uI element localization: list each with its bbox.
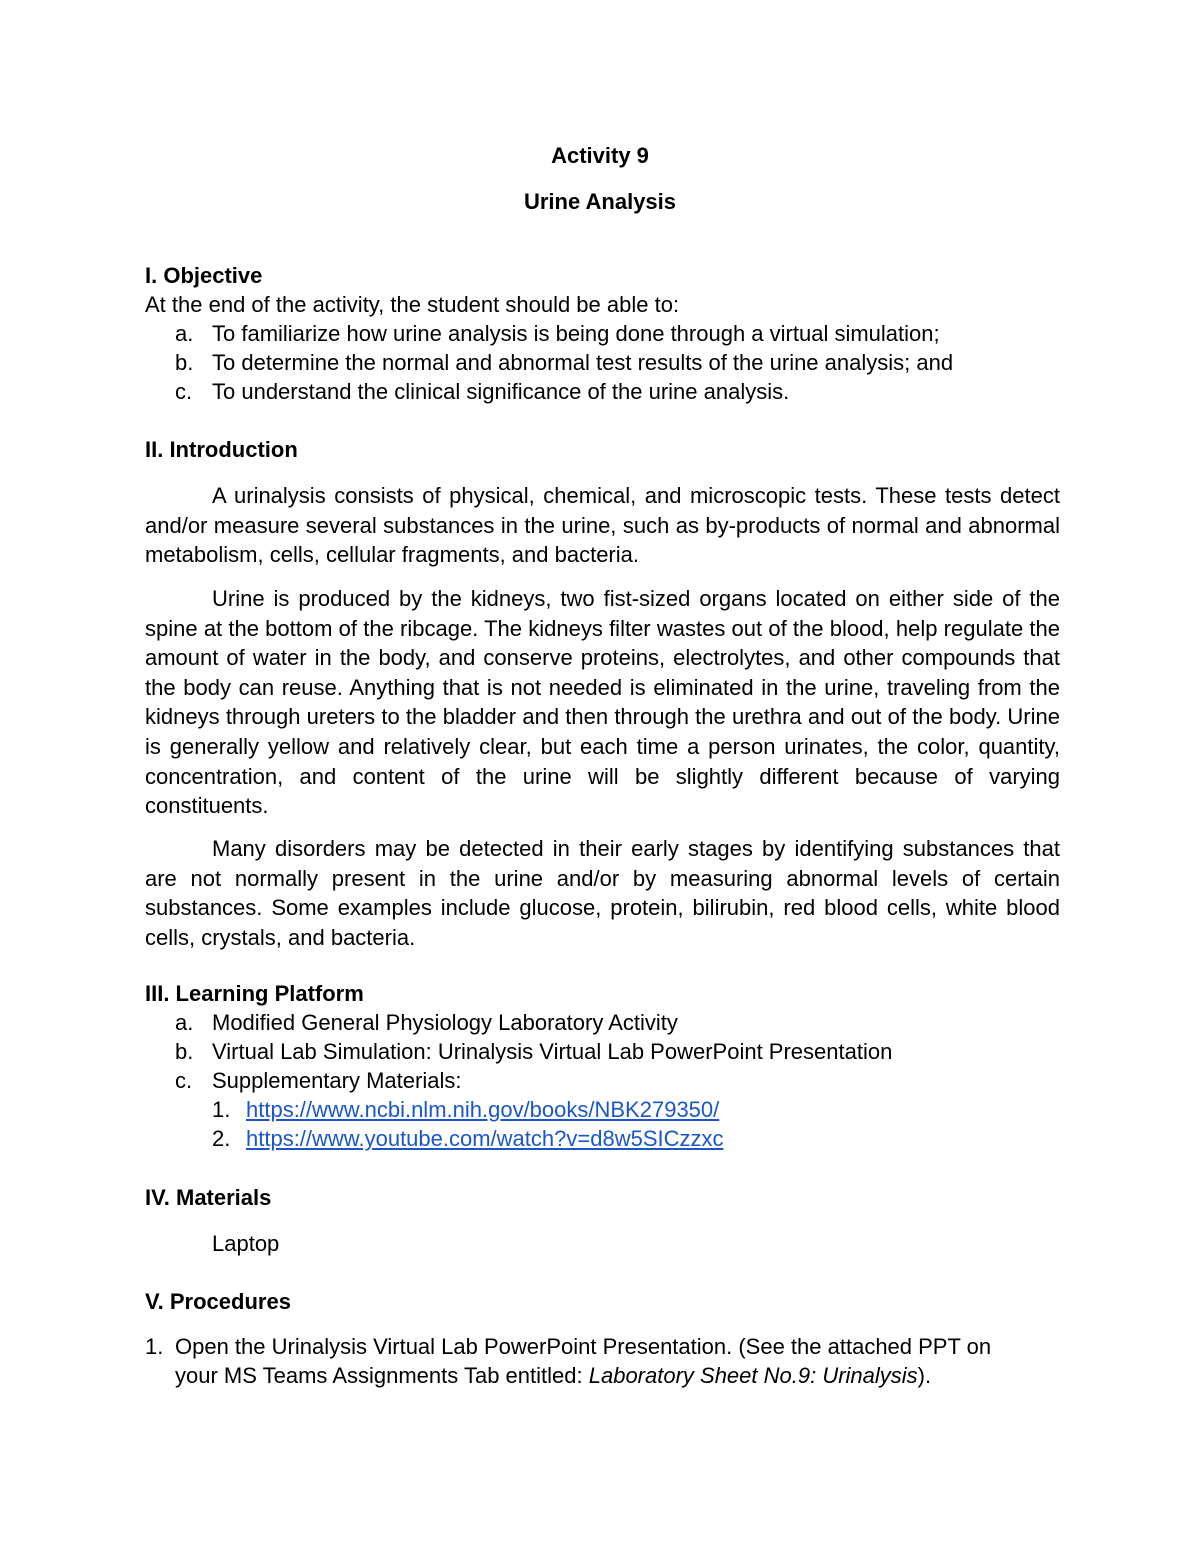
list-marker: b. (175, 1039, 194, 1064)
procedure-step-text: your MS Teams Assignments Tab entitled: (175, 1363, 589, 1388)
list-item-text: Supplementary Materials: (212, 1068, 462, 1093)
materials-item: Laptop (212, 1231, 280, 1256)
list-marker: 1. (212, 1097, 231, 1122)
procedure-step-line: Open the Urinalysis Virtual Lab PowerPoint Presentation. (See the attached PPT on (175, 1334, 992, 1359)
ncbi-link[interactable]: https://www.ncbi.nlm.nih.gov/books/NBK279350/ (246, 1097, 720, 1122)
list-marker: c. (175, 379, 193, 404)
document-title: Activity 9 (551, 143, 649, 168)
objective-heading: I. Objective (145, 263, 263, 288)
procedure-step-title: Laboratory Sheet No.9: Urinalysis (588, 1363, 918, 1388)
list-marker: 2. (212, 1126, 231, 1151)
procedure-step-text: ). (917, 1363, 932, 1388)
platform-heading: III. Learning Platform (145, 981, 364, 1006)
list-marker: b. (175, 350, 194, 375)
list-item-text: To understand the clinical significance of the urine analysis. (212, 379, 790, 404)
list-item-text: Modified General Physiology Laboratory Activity (212, 1010, 678, 1035)
list-item-text: To determine the normal and abnormal test results of the urine analysis; and (212, 350, 954, 375)
document-subtitle: Urine Analysis (523, 189, 677, 214)
introduction-paragraph: A urinalysis consists of physical, chemical, and microscopic tests. These tests detect and/or measure several substances in the urine, such as by-products of normal and abnormal metabolism, cells, cellular fragments, and bacteria. (145, 483, 1060, 568)
list-marker: a. (175, 1010, 194, 1035)
introduction-paragraph: Urine is produced by the kidneys, two fist-sized organs located on either side of the spine at the bottom of the ribcage. The kidneys filter wastes out of the blood, help regulate the amount of water in the body, and conserve proteins, electrolytes, and other compounds that the body can reuse. Anything that is not needed is eliminated in the urine, traveling from the kidneys through ureters to the bladder and then through the urethra and out of the body. Urine is generally yellow and relatively clear, but each time a person urinates, the color, quantity, concentration, and content of the urine will be slightly different because of varying constituents. (145, 586, 1060, 819)
list-marker: a. (175, 321, 194, 346)
materials-heading: IV. Materials (145, 1185, 272, 1210)
list-marker: c. (175, 1068, 193, 1093)
list-item-text: To familiarize how urine analysis is being done through a virtual simulation; (212, 321, 940, 346)
procedures-heading: V. Procedures (145, 1289, 291, 1314)
list-item-text: Virtual Lab Simulation: Urinalysis Virtual Lab PowerPoint Presentation (212, 1039, 893, 1064)
objective-lead: At the end of the activity, the student should be able to: (145, 292, 680, 317)
introduction-paragraph: Many disorders may be detected in their early stages by identifying substances that are not normally present in the urine and/or by measuring abnormal levels of certain substances. Some examples include glucose, protein, bilirubin, red blood cells, white blood cells, crystals, and bacteria. (145, 836, 1060, 950)
procedure-step-line (175, 1362, 931, 1390)
introduction-heading: II. Introduction (145, 437, 298, 462)
youtube-link[interactable]: https://www.youtube.com/watch?v=d8w5SICzzxc (246, 1126, 724, 1151)
list-marker: 1. (145, 1334, 164, 1359)
